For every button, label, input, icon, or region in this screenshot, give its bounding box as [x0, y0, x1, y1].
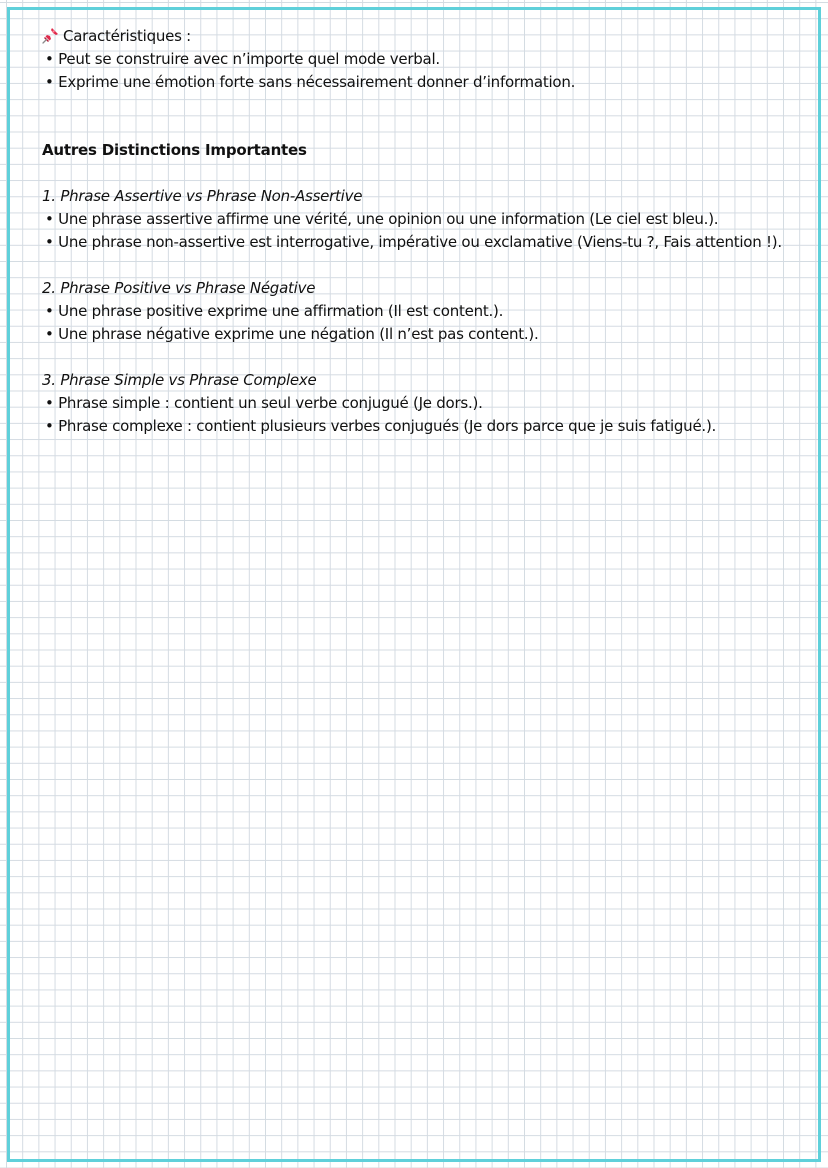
bullet-text: Une phrase assertive affirme une vérité, une opinion ou une information (Le ciel est bleu.). — [58, 210, 719, 228]
spacer — [42, 254, 822, 277]
bullet-glyph: • — [45, 302, 54, 320]
subsection-heading-positive: 2. Phrase Positive vs Phrase Négative — [42, 279, 316, 297]
bullet-glyph: • — [45, 417, 54, 435]
characteristics-label-line — [42, 25, 822, 48]
bullet-glyph: • — [45, 210, 54, 228]
bullet-glyph: • — [45, 50, 54, 68]
list-item — [42, 231, 822, 254]
bullet-text: Une phrase non-assertive est interrogative, impérative ou exclamative (Viens-tu ?, Fais attention !). — [58, 233, 782, 251]
bullet-glyph: • — [45, 394, 54, 412]
bullet-glyph: • — [45, 233, 54, 251]
list-item — [42, 208, 822, 231]
bullet-text: Phrase simple : contient un seul verbe conjugué (Je dors.). — [58, 394, 483, 412]
bullet-text: Peut se construire avec n’importe quel mode verbal. — [58, 50, 440, 68]
spacer — [42, 94, 822, 139]
list-item — [42, 48, 822, 71]
bullet-text: Exprime une émotion forte sans nécessairement donner d’information. — [58, 73, 576, 91]
list-item — [42, 300, 822, 323]
document-content — [42, 25, 822, 438]
spacer — [42, 346, 822, 369]
bullet-glyph: • — [45, 325, 54, 343]
bullet-text: Une phrase négative exprime une négation (Il n’est pas content.). — [58, 325, 539, 343]
list-item — [42, 415, 822, 438]
subsection-heading-simple: 3. Phrase Simple vs Phrase Complexe — [42, 371, 317, 389]
pushpin-icon — [42, 27, 59, 44]
list-item — [42, 392, 822, 415]
characteristics-label: Caractéristiques : — [63, 27, 191, 45]
subsection-heading-assertive: 1. Phrase Assertive vs Phrase Non-Assertive — [42, 187, 363, 205]
bullet-glyph: • — [45, 73, 54, 91]
bullet-text: Phrase complexe : contient plusieurs verbes conjugués (Je dors parce que je suis fatigué.). — [58, 417, 717, 435]
spacer — [42, 162, 822, 185]
list-item — [42, 71, 822, 94]
bullet-text: Une phrase positive exprime une affirmation (Il est content.). — [58, 302, 504, 320]
list-item — [42, 323, 822, 346]
section-title: Autres Distinctions Importantes — [42, 141, 307, 159]
